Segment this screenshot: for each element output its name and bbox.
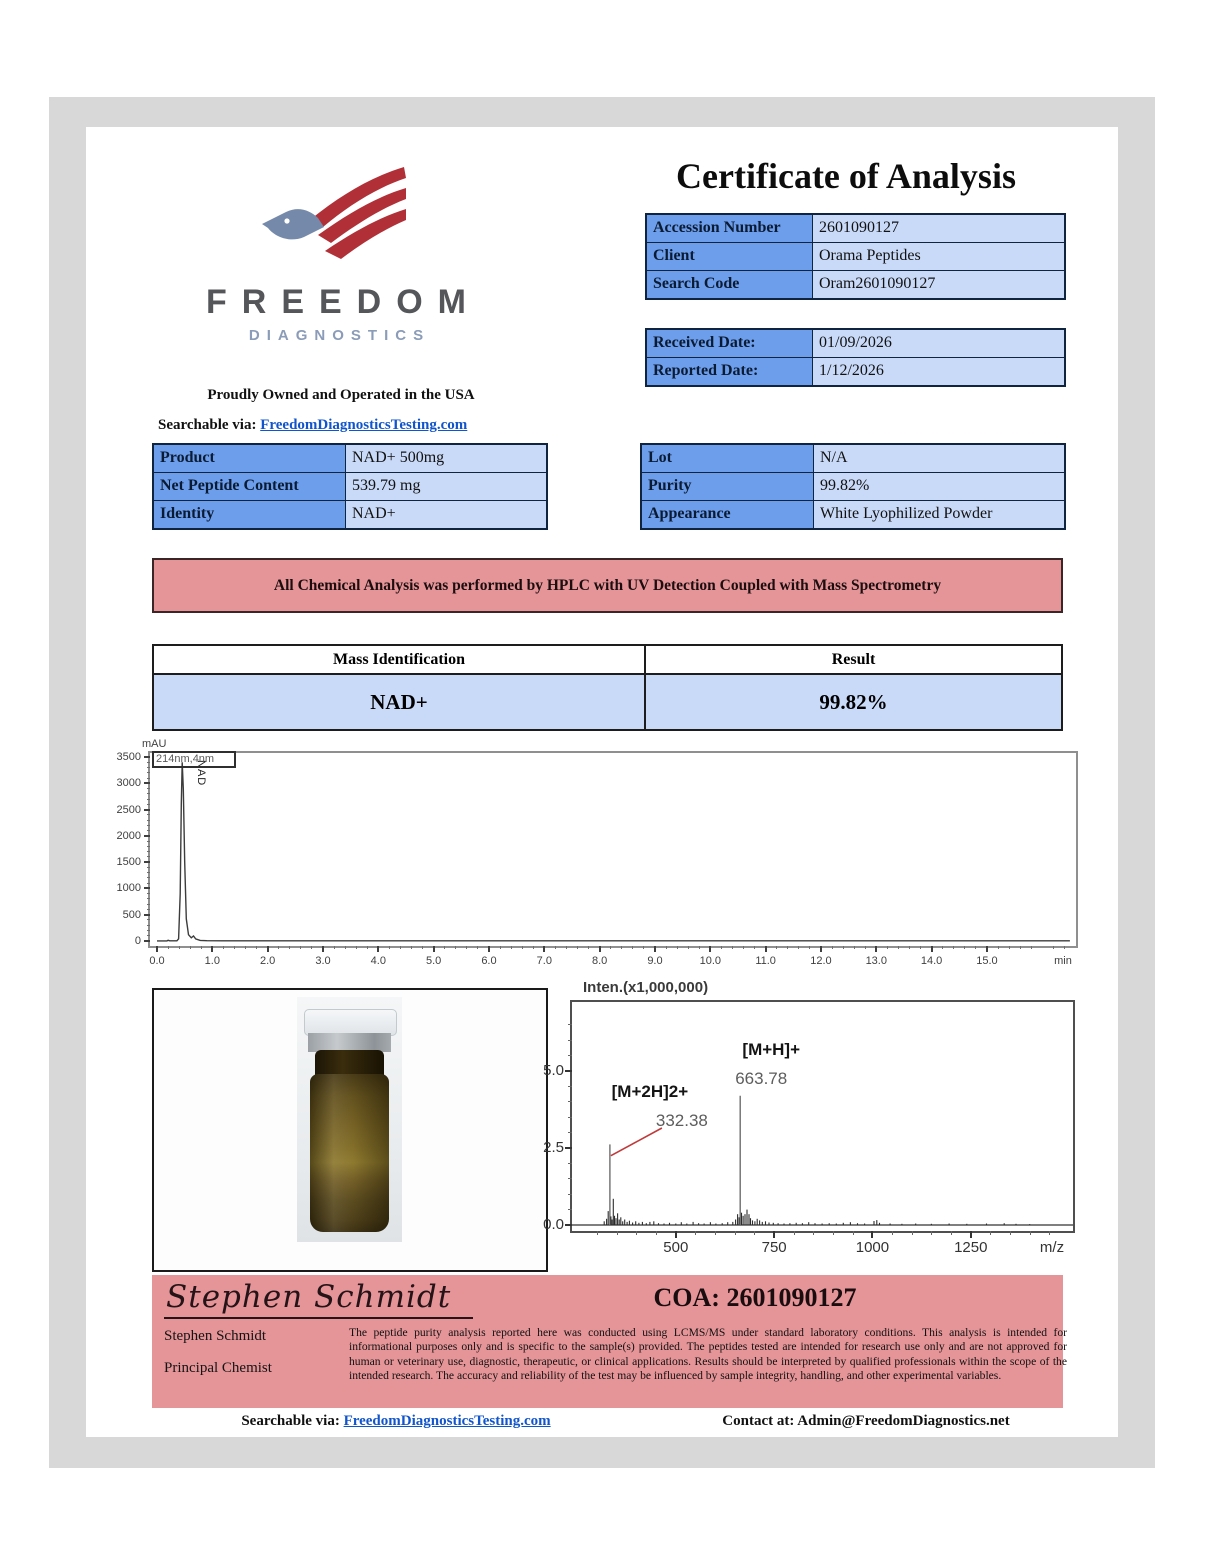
- chromatogram-x-minor-tick: [400, 946, 401, 949]
- spectrum-x-tick: [871, 1231, 873, 1238]
- chromatogram-x-minor-tick: [621, 946, 622, 949]
- product-table: [152, 443, 548, 530]
- accession-number-label: Accession Number: [647, 215, 813, 242]
- mass-identification-value: NAD+: [154, 675, 646, 729]
- spectrum-x-minor-tick: [931, 1231, 932, 1235]
- spectrum-x-tick-label: 500: [663, 1239, 689, 1256]
- appearance-value: White Lyophilized Powder: [814, 501, 1064, 528]
- spectrum-x-minor-tick: [656, 1231, 657, 1235]
- spectrum-annotation-label: [M+H]+: [742, 1040, 801, 1059]
- chromatogram-y-tick-label: 2000: [116, 829, 141, 842]
- dates-table: [645, 328, 1066, 387]
- received-date-value: 01/09/2026: [813, 330, 1064, 357]
- signature-block: [152, 1275, 1067, 1408]
- chromatogram: [116, 737, 1091, 992]
- identity-label: Identity: [154, 501, 346, 528]
- chromatogram-y-minor-tick: [147, 762, 150, 763]
- chromatogram-y-tick-label: 1500: [116, 856, 141, 869]
- spectrum-x-minor-tick: [813, 1231, 814, 1235]
- chromatogram-x-minor-tick: [455, 946, 456, 949]
- chromatogram-x-minor-tick: [278, 946, 279, 949]
- chromatogram-x-tick: [709, 946, 711, 952]
- spectrum-x-minor-tick: [853, 1231, 854, 1235]
- chromatogram-y-minor-tick: [147, 846, 150, 847]
- chromatogram-x-tick: [211, 946, 213, 952]
- chromatogram-x-minor-tick: [566, 946, 567, 949]
- chromatogram-x-minor-tick: [588, 946, 589, 949]
- chromatogram-x-tick: [986, 946, 988, 952]
- chromatogram-x-tick: [322, 946, 324, 952]
- disclaimer-text: The peptide purity analysis reported here was conducted using LCMS/MS under standard laboratory conditions. This analysis is intended for informational purposes only and is specific to the sample(s) provided. The peptides tested are intended for research use only and are not approved for human or veterinary use, diagnostic, therapeutic, or clinical applications. Results should be interpreted by qualified professionals within the scope of the intended research. The accuracy and reliability of the test may be influenced by sample integrity, handling, and other experimental variables.: [349, 1326, 1067, 1383]
- chromatogram-x-minor-tick: [754, 946, 755, 949]
- certificate-page: [86, 127, 1118, 1437]
- chromatogram-x-minor-tick: [522, 946, 523, 949]
- spectrum-y-minor-tick: [568, 1194, 572, 1195]
- mass-spectrum: [543, 977, 1106, 1277]
- spectrum-y-minor-tick: [568, 1055, 572, 1056]
- chromatogram-y-tick-label: 2500: [116, 803, 141, 816]
- chromatogram-x-tick-label: 10.0: [699, 955, 721, 967]
- chromatogram-x-minor-tick: [223, 946, 224, 949]
- spectrum-annotation-mz: 663.78: [735, 1069, 788, 1088]
- spectrum-y-minor-tick: [568, 1163, 572, 1164]
- chromatogram-y-minor-tick: [147, 919, 150, 920]
- chromatogram-x-minor-tick: [389, 946, 390, 949]
- signer-name: Stephen Schmidt: [164, 1328, 267, 1344]
- table-row: [154, 473, 546, 501]
- spectrum-x-minor-tick: [912, 1231, 913, 1235]
- chromatogram-y-minor-tick: [147, 904, 150, 905]
- accession-number-value: 2601090127: [813, 215, 1064, 242]
- chromatogram-x-minor-tick: [643, 946, 644, 949]
- chromatogram-x-minor-tick: [975, 946, 976, 949]
- chromatogram-x-tick: [654, 946, 656, 952]
- product-label: Product: [154, 445, 346, 472]
- chromatogram-x-minor-tick: [688, 946, 689, 949]
- chromatogram-y-minor-tick: [147, 883, 150, 884]
- table-row: [647, 271, 1064, 298]
- table-row: [154, 501, 546, 528]
- chromatogram-y-tick-label: 3000: [116, 777, 141, 790]
- lot-value: N/A: [814, 445, 1064, 472]
- spectrum-y-tick: [565, 1070, 572, 1072]
- spectrum-annotation-mz: 332.38: [655, 1111, 708, 1130]
- chromatogram-y-minor-tick: [147, 830, 150, 831]
- chromatogram-x-minor-tick: [466, 946, 467, 949]
- chromatogram-y-tick-label: 500: [122, 908, 141, 921]
- spectrum-y-tick-label: 5.0: [543, 1062, 564, 1080]
- chromatogram-x-minor-tick: [998, 946, 999, 949]
- chromatogram-x-tick-label: 5.0: [425, 955, 442, 967]
- spectrum-x-tick-label: 750: [761, 1239, 787, 1256]
- chromatogram-x-minor-tick: [610, 946, 611, 949]
- chromatogram-x-minor-tick: [168, 946, 169, 949]
- chromatogram-x-tick: [931, 946, 933, 952]
- chromatogram-y-tick: [144, 887, 150, 889]
- spectrum-intensity-label: Inten.(x1,000,000): [583, 979, 709, 996]
- chromatogram-y-tick-label: 3500: [116, 751, 141, 763]
- spectrum-y-tick: [565, 1147, 572, 1149]
- chromatogram-x-tick-label: 3.0: [315, 955, 331, 967]
- chromatogram-x-minor-tick: [234, 946, 235, 949]
- product-value: NAD+ 500mg: [346, 445, 546, 472]
- spectrum-x-tick-label: 1250: [954, 1239, 988, 1256]
- chromatogram-x-minor-tick: [367, 946, 368, 949]
- chromatogram-x-tick: [377, 946, 379, 952]
- chromatogram-x-tick-label: 0.0: [149, 955, 165, 967]
- coa-number: COA: 2601090127: [653, 1283, 857, 1312]
- spectrum-x-minor-tick: [695, 1231, 696, 1235]
- chromatogram-y-minor-tick: [147, 893, 150, 894]
- chromatogram-x-minor-tick: [533, 946, 534, 949]
- chromatogram-x-minor-tick: [721, 946, 722, 949]
- chromatogram-channel-box: 214nm,4nm: [152, 751, 236, 768]
- chromatogram-y-tick: [144, 756, 150, 758]
- chromatogram-y-tick: [144, 809, 150, 811]
- chromatogram-x-minor-tick: [787, 946, 788, 949]
- search-code-value: Oram2601090127: [813, 271, 1064, 298]
- chromatogram-y-minor-tick: [147, 872, 150, 873]
- spectrum-y-minor-tick: [568, 1178, 572, 1179]
- chromatogram-x-minor-tick: [809, 946, 810, 949]
- searchable-prefix: Searchable via:: [158, 417, 261, 433]
- spectrum-x-tick: [675, 1231, 677, 1238]
- spectrum-y-minor-tick: [568, 1117, 572, 1118]
- chromatogram-x-minor-tick: [699, 946, 700, 949]
- tagline: Proudly Owned and Operated in the USA: [207, 387, 475, 403]
- chromatogram-x-minor-tick: [1020, 946, 1021, 949]
- appearance-label: Appearance: [642, 501, 814, 528]
- table-row: [154, 675, 1061, 729]
- footer-searchable-prefix: Searchable via:: [241, 1413, 344, 1429]
- chromatogram-x-minor-tick: [887, 946, 888, 949]
- spectrum-x-minor-tick: [617, 1231, 618, 1235]
- chromatogram-y-tick-label: 0: [134, 935, 141, 947]
- chromatogram-x-minor-tick: [632, 946, 633, 949]
- chromatogram-y-minor-tick: [147, 825, 150, 826]
- spectrum-x-minor-tick: [833, 1231, 834, 1235]
- searchable-line: [158, 417, 467, 434]
- chromatogram-x-minor-tick: [909, 946, 910, 949]
- chromatogram-y-minor-tick: [147, 851, 150, 852]
- chromatogram-x-tick-label: 6.0: [481, 955, 497, 967]
- spectrum-x-minor-tick: [892, 1231, 893, 1235]
- chromatogram-x-minor-tick: [289, 946, 290, 949]
- lot-label: Lot: [642, 445, 814, 472]
- chromatogram-x-minor-tick: [444, 946, 445, 949]
- spectrum-y-tick: [565, 1224, 572, 1226]
- chromatogram-trace: [150, 753, 1076, 946]
- chromatogram-peak-label: NAD: [195, 760, 208, 787]
- chromatogram-y-tick: [144, 835, 150, 837]
- spectrum-x-minor-tick: [951, 1231, 952, 1235]
- chromatogram-x-tick-label: 8.0: [591, 955, 608, 967]
- spectrum-x-minor-tick: [754, 1231, 755, 1235]
- net-peptide-content-label: Net Peptide Content: [154, 473, 346, 500]
- footer-searchable-link[interactable]: FreedomDiagnosticsTesting.com: [343, 1413, 551, 1429]
- reported-date-value: 1/12/2026: [813, 358, 1064, 385]
- chromatogram-x-tick-label: 13.0: [865, 955, 887, 967]
- chromatogram-y-minor-tick: [147, 772, 150, 773]
- spectrum-x-tick-label: 1000: [855, 1239, 890, 1256]
- signature-script: Stephen Schmidt: [164, 1279, 473, 1319]
- chromatogram-x-tick-label: 14.0: [920, 955, 943, 967]
- chromatogram-x-minor-tick: [1064, 946, 1065, 949]
- chromatogram-x-minor-tick: [832, 946, 833, 949]
- chromatogram-x-tick-label: 2.0: [260, 955, 276, 967]
- spectrum-x-minor-tick: [1030, 1231, 1031, 1235]
- chromatogram-x-tick-label: 15.0: [976, 955, 998, 967]
- table-row: [647, 358, 1064, 385]
- chromatogram-y-minor-tick: [147, 877, 150, 878]
- logo-wordmark: FREEDOM: [206, 283, 481, 321]
- table-row: [647, 330, 1064, 358]
- chromatogram-x-tick: [820, 946, 822, 952]
- chromatogram-x-tick-label: 11.0: [755, 955, 776, 967]
- reported-date-label: Reported Date:: [647, 358, 813, 385]
- chromatogram-y-minor-tick: [147, 930, 150, 931]
- chromatogram-plot: [116, 751, 1078, 967]
- spectrum-x-minor-tick: [1010, 1231, 1011, 1235]
- searchable-link[interactable]: FreedomDiagnosticsTesting.com: [260, 417, 468, 433]
- purity-value: 99.82%: [814, 473, 1064, 500]
- chromatogram-x-minor-tick: [1053, 946, 1054, 949]
- chromatogram-y-minor-tick: [147, 841, 150, 842]
- result-value: 99.82%: [819, 690, 888, 714]
- spectrum-y-tick-label: 0.0: [543, 1216, 564, 1233]
- table-row: [154, 445, 546, 473]
- chromatogram-x-minor-tick: [964, 946, 965, 949]
- chromatogram-x-minor-tick: [666, 946, 667, 949]
- chromatogram-y-minor-tick: [147, 804, 150, 805]
- spectrum-x-minor-tick: [1049, 1231, 1050, 1235]
- table-row: [642, 501, 1064, 528]
- chromatogram-x-minor-tick: [776, 946, 777, 949]
- chromatogram-x-minor-tick: [511, 946, 512, 949]
- chromatogram-y-minor-tick: [147, 909, 150, 910]
- chromatogram-x-tick: [433, 946, 435, 952]
- chromatogram-x-minor-tick: [201, 946, 202, 949]
- chromatogram-y-minor-tick: [147, 778, 150, 779]
- chromatogram-x-minor-tick: [179, 946, 180, 949]
- lot-info-table: [640, 443, 1066, 530]
- spectrum-annotation-label: [M+2H]2+: [611, 1082, 689, 1101]
- chromatogram-y-minor-tick: [147, 856, 150, 857]
- spectrum-y-minor-tick: [568, 1040, 572, 1041]
- table-row: [647, 243, 1064, 271]
- spectrum-x-minor-tick: [715, 1231, 716, 1235]
- spectrum-x-minor-tick: [990, 1231, 991, 1235]
- chromatogram-x-minor-tick: [577, 946, 578, 949]
- chromatogram-x-minor-tick: [1031, 946, 1032, 949]
- chromatogram-x-minor-tick: [1009, 946, 1010, 949]
- net-peptide-content-value: 539.79 mg: [346, 473, 546, 500]
- chromatogram-x-minor-tick: [732, 946, 733, 949]
- spectrum-x-minor-tick: [597, 1231, 598, 1235]
- chromatogram-x-minor-tick: [865, 946, 866, 949]
- purity-label: Purity: [642, 473, 814, 500]
- chromatogram-y-minor-tick: [147, 814, 150, 815]
- chromatogram-y-tick-label: 1000: [116, 882, 141, 895]
- footer-contact: Contact at: Admin@FreedomDiagnostics.net: [722, 1413, 1010, 1429]
- chromatogram-y-axis-label: mAU: [142, 738, 167, 750]
- chromatogram-x-tick-label: 12.0: [810, 955, 832, 967]
- vial-neck: [315, 1050, 384, 1076]
- chromatogram-x-minor-tick: [477, 946, 478, 949]
- signer-title: Principal Chemist: [164, 1360, 272, 1376]
- mass-identification-table: [152, 644, 1063, 731]
- chromatogram-x-minor-tick: [334, 946, 335, 949]
- chromatogram-x-minor-tick: [953, 946, 954, 949]
- chromatogram-x-tick: [488, 946, 490, 952]
- chromatogram-y-minor-tick: [147, 793, 150, 794]
- chromatogram-x-tick-label: 4.0: [370, 955, 386, 967]
- chromatogram-y-tick: [144, 940, 150, 942]
- mass-identification-header: Mass Identification: [154, 646, 646, 673]
- chromatogram-x-minor-tick: [743, 946, 744, 949]
- chromatogram-y-tick: [144, 782, 150, 784]
- chromatogram-x-tick-label: 7.0: [536, 955, 552, 967]
- table-header-row: [154, 646, 1061, 675]
- chromatogram-x-minor-tick: [555, 946, 556, 949]
- method-banner: All Chemical Analysis was performed by HPLC with UV Detection Coupled with Mass Spectrometry: [152, 558, 1063, 613]
- chromatogram-x-minor-tick: [245, 946, 246, 949]
- spectrum-x-minor-tick: [735, 1231, 736, 1235]
- identity-value: NAD+: [346, 501, 546, 528]
- spectrum-y-minor-tick: [568, 1101, 572, 1102]
- chromatogram-x-minor-tick: [311, 946, 312, 949]
- chromatogram-x-tick-label: 1.0: [204, 955, 220, 967]
- chromatogram-x-tick: [599, 946, 601, 952]
- chromatogram-x-tick: [267, 946, 269, 952]
- vial-body: [310, 1074, 389, 1232]
- chromatogram-x-minor-tick: [300, 946, 301, 949]
- spectrum-y-minor-tick: [568, 1024, 572, 1025]
- spectrum-x-axis-label: m/z: [1039, 1239, 1065, 1256]
- chromatogram-y-tick: [144, 861, 150, 863]
- chromatogram-x-minor-tick: [843, 946, 844, 949]
- search-code-label: Search Code: [647, 271, 813, 298]
- chromatogram-y-tick: [144, 914, 150, 916]
- chromatogram-x-minor-tick: [256, 946, 257, 949]
- spectrum-x-minor-tick: [636, 1231, 637, 1235]
- spectrum-x-tick: [970, 1231, 972, 1238]
- chromatogram-x-minor-tick: [500, 946, 501, 949]
- table-row: [647, 215, 1064, 243]
- chromatogram-x-minor-tick: [854, 946, 855, 949]
- footer-searchable: [176, 1413, 616, 1430]
- chromatogram-y-minor-tick: [147, 925, 150, 926]
- client-value: Orama Peptides: [813, 243, 1064, 270]
- spectrum-x-tick: [773, 1231, 775, 1238]
- spectrum-y-minor-tick: [568, 1132, 572, 1133]
- chromatogram-x-minor-tick: [190, 946, 191, 949]
- client-label: Client: [647, 243, 813, 270]
- table-row: [642, 445, 1064, 473]
- received-date-label: Received Date:: [647, 330, 813, 357]
- chromatogram-x-minor-tick: [356, 946, 357, 949]
- chromatogram-x-minor-tick: [422, 946, 423, 949]
- page-title: Certificate of Analysis: [676, 156, 1016, 196]
- chromatogram-x-minor-tick: [920, 946, 921, 949]
- chromatogram-y-minor-tick: [147, 820, 150, 821]
- chromatogram-x-minor-tick: [345, 946, 346, 949]
- result-header: Result: [831, 651, 876, 668]
- chromatogram-y-minor-tick: [147, 898, 150, 899]
- chromatogram-y-minor-tick: [147, 788, 150, 789]
- logo-subtitle: DIAGNOSTICS: [248, 327, 431, 344]
- chromatogram-x-minor-tick: [411, 946, 412, 949]
- chromatogram-y-minor-tick: [147, 867, 150, 868]
- chromatogram-x-tick: [156, 946, 158, 952]
- chromatogram-x-tick-label: 9.0: [647, 955, 663, 967]
- accession-table: [645, 213, 1066, 300]
- chromatogram-x-minor-tick: [677, 946, 678, 949]
- chromatogram-x-minor-tick: [942, 946, 943, 949]
- chromatogram-y-minor-tick: [147, 767, 150, 768]
- chromatogram-x-tick: [543, 946, 545, 952]
- freedom-diagnostics-eagle-logo-icon: [256, 165, 406, 273]
- chromatogram-x-tick: [875, 946, 877, 952]
- mass-spectrum-plot: [543, 1000, 1075, 1256]
- spectrum-x-minor-tick: [794, 1231, 795, 1235]
- sample-vial-photo: [152, 988, 548, 1272]
- table-row: [642, 473, 1064, 501]
- chromatogram-x-tick: [765, 946, 767, 952]
- chromatogram-y-minor-tick: [147, 935, 150, 936]
- vial-flip-cap: [304, 1009, 397, 1036]
- chromatogram-x-axis-label: min: [1054, 955, 1072, 967]
- spectrum-y-minor-tick: [568, 1209, 572, 1210]
- chromatogram-x-minor-tick: [898, 946, 899, 949]
- spectrum-y-tick-label: 2.5: [543, 1139, 564, 1157]
- chromatogram-y-minor-tick: [147, 799, 150, 800]
- chromatogram-x-minor-tick: [798, 946, 799, 949]
- spectrum-y-minor-tick: [568, 1086, 572, 1087]
